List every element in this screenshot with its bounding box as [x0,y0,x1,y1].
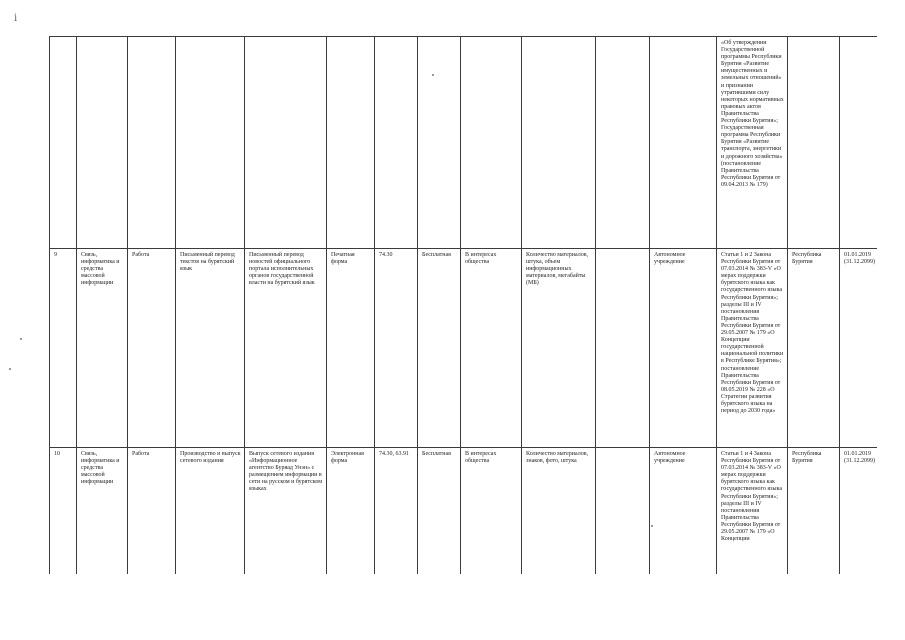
content-cell: Письменный перевод новостей официального портала исполнительных органов государственной власти на бурятский язык [245,249,327,448]
cell-empty [77,37,128,249]
type-cell: Работа [128,448,176,575]
sphere-cell: Связь, информатика и средства массовой информации [77,249,128,448]
dates-cell: 01.01.2019 (31.12.2099) [840,249,878,448]
cell-empty [650,37,717,249]
cell-empty [176,37,245,249]
indicators-cell: Количество материалов, штука, объем информационных материалов, мегабайты (МБ) [522,249,596,448]
cell-empty [50,37,77,249]
service-name-cell: Производство и выпуск сетевого издания [176,448,245,575]
institution-type-cell: Автономное учреждение [650,249,717,448]
cell-empty [418,37,461,249]
cell-empty [596,37,650,249]
form-cell: Электронная форма [327,448,375,575]
registry-table [49,36,877,574]
legal-basis-cell: Статьи 1 и 4 Закона Республики Бурятия от 07.03.2014 № 383-V «О мерах поддержки бурятского языка как государственного языка Республики Бурятия»; разделы III и IV постановления Правительства Республики Бурятия от 29.05.2007 № 179 «О Концепции [717,448,788,575]
legal-basis-cell: «Об утверждении Государственной программы Республики Бурятия «Развитие имущественных и земельных отношений» и признании утратившими силу некоторых нормативных правовых актов Правительства Республики Бурятия»; Государственная программа Республики Бурятия «Развитие транспорта, энергетики и дорожного хозяйства» (постановление Правительства Республики Бурятия от 09.04.2013 № 179) [717,37,788,249]
service-name-cell: Письменный перевод текстов на бурятский язык [176,249,245,448]
founder-cell: Республика Бурятия [788,249,840,448]
institution-type-cell: Автономное учреждение [650,448,717,575]
consumer-category-cell: В интересах общества [461,448,522,575]
payment-cell: Бесплатная [418,249,461,448]
row-number-cell: 10 [50,448,77,575]
sphere-cell: Связь, информатика и средства массовой информации [77,448,128,575]
row-number-cell: 9 [50,249,77,448]
cell-empty [596,249,650,448]
type-cell: Работа [128,249,176,448]
scan-speck [9,368,11,370]
content-cell: Выпуск сетевого издания «Информационное агентство Буряад Унэн» с размещением информации в сети на русском и бурятском языках [245,448,327,575]
cell-empty [461,37,522,249]
cell-empty [375,37,418,249]
cell-empty [840,37,878,249]
table-row [50,37,878,249]
cell-empty [596,448,650,575]
indicators-cell: Количество материалов, знаков, фото, штука [522,448,596,575]
okved-cell: 74.30, 63.91 [375,448,418,575]
founder-cell: Республика Бурятия [788,448,840,575]
legal-basis-cell: Статьи 1 и 2 Закона Республики Бурятия от 07.03.2014 № 383-V «О мерах поддержки бурятского языка как государственного языка Республики Бурятия»; разделы III и IV постановления Правительства Республики Бурятия от 29.05.2007 № 179 «О Концепции государственной национальной политики в Республике Бурятия»; постановление Правительства Республики Бурятия от 08.05.2019 № 228 «О Стратегии развития бурятского языка на период до 2030 года» [717,249,788,448]
dates-cell: 01.01.2019 (31.12.2099) [840,448,878,575]
okved-cell: 74.30 [375,249,418,448]
registry-table-frame [49,36,877,574]
cell-empty [522,37,596,249]
cell-empty [245,37,327,249]
form-cell: Печатная форма [327,249,375,448]
page-mark: ⅰ [14,13,18,24]
table-row [50,448,878,575]
consumer-category-cell: В интересах общества [461,249,522,448]
cell-empty [327,37,375,249]
scan-speck [20,338,22,340]
cell-empty [128,37,176,249]
payment-cell: Бесплатная [418,448,461,575]
table-row [50,249,878,448]
cell-empty [788,37,840,249]
